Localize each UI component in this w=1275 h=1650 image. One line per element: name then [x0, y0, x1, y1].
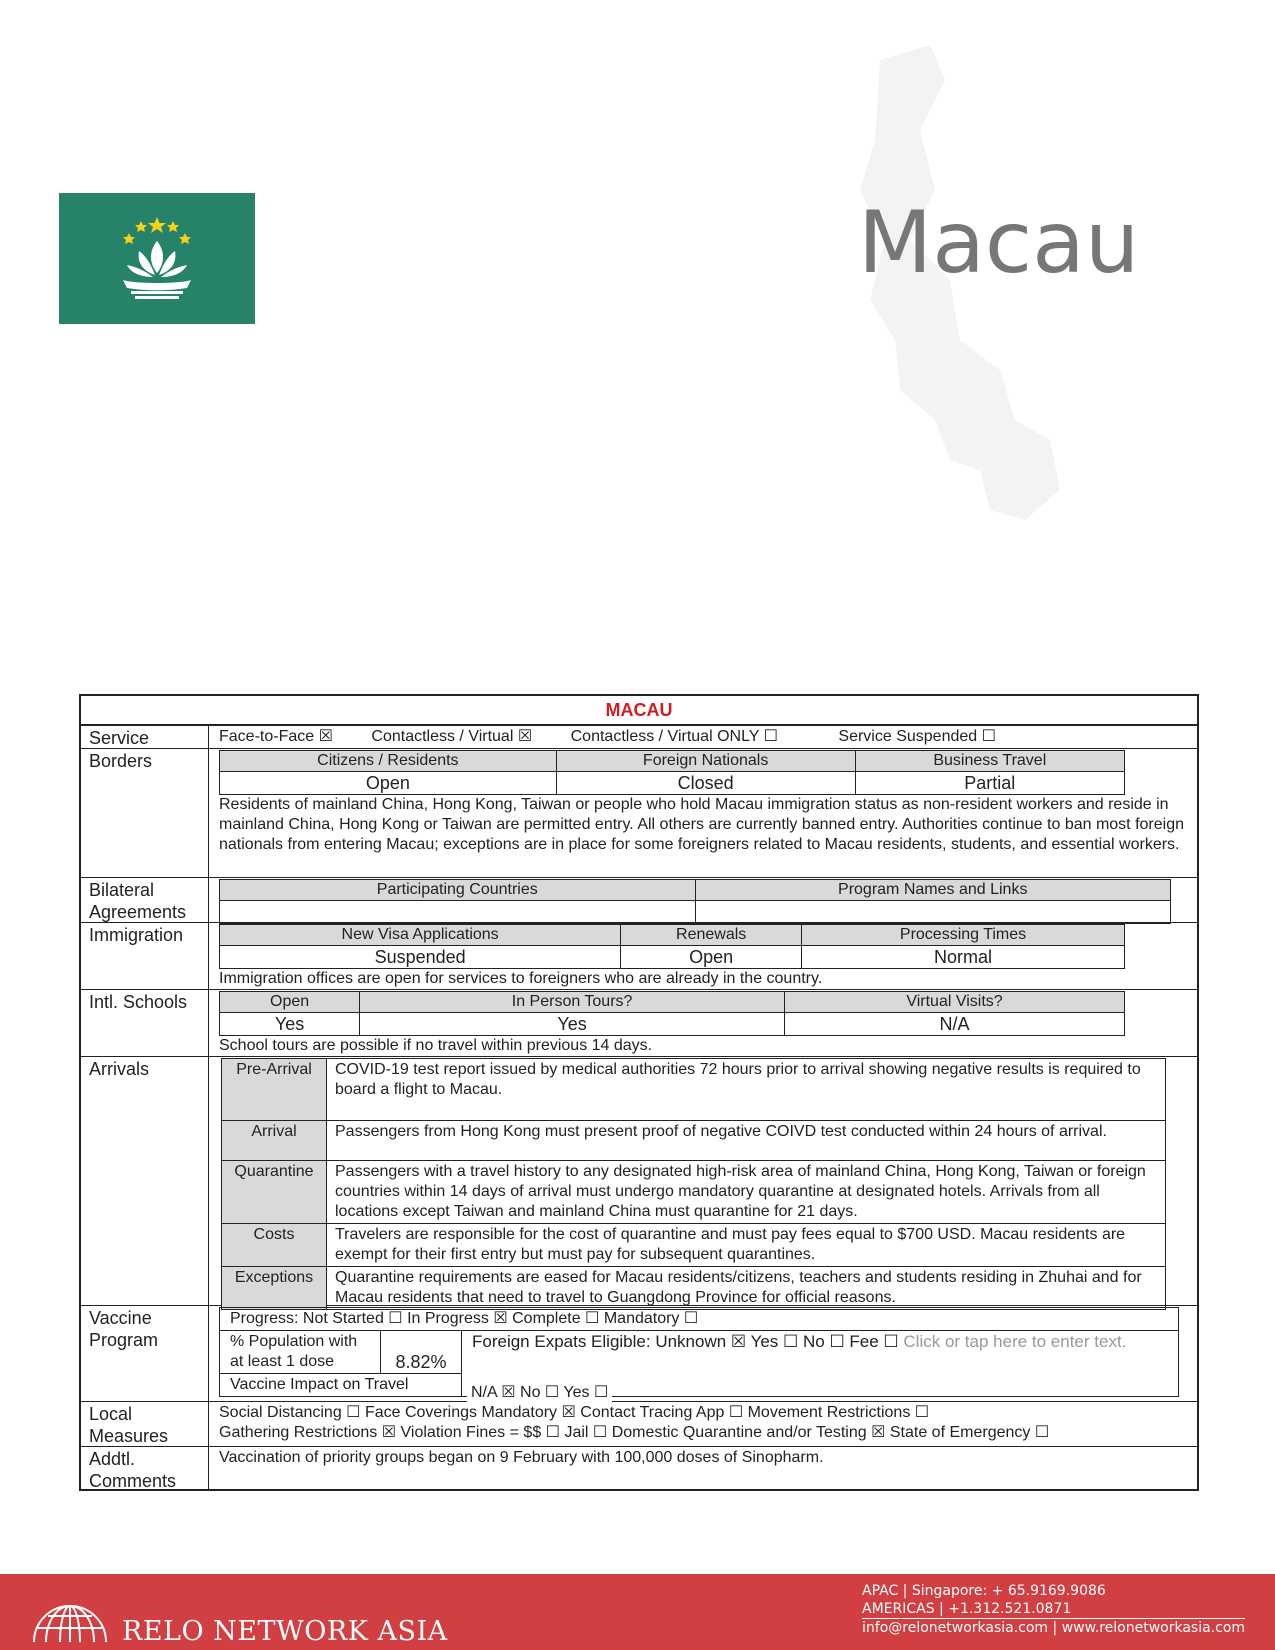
service-contactless-only-checkbox[interactable]: Contactless / Virtual ONLY ☐ [570, 728, 778, 745]
table-header: New Visa Applications [220, 925, 621, 946]
row-borders [81, 749, 1197, 878]
row-comments [81, 1447, 1197, 1490]
row-label: Addtl. Comments [81, 1447, 209, 1490]
comments-text: Vaccination of priority groups began on 9 February with 100,000 doses of Sinopharm. [219, 1449, 824, 1466]
email-web-links[interactable]: info@relonetworkasia.com | www.relonetworkasia.com [862, 1620, 1246, 1636]
row-bilateral [81, 878, 1197, 923]
table-header: Program Names and Links [695, 880, 1171, 901]
bilateral-table [219, 879, 1171, 924]
arrivals-row-label: Pre-Arrival [222, 1059, 327, 1121]
row-label: Vaccine Program [81, 1306, 209, 1401]
table-header: Citizens / Residents [220, 751, 557, 772]
local-measures-line-2[interactable]: Gathering Restrictions ☒ Violation Fines = $$ ☐ Jail ☐ Domestic Quarantine and/or Testing ☒ State of Emergency ☐ [219, 1424, 1050, 1441]
lotus-stars-emblem-icon [59, 193, 255, 324]
americas-phone[interactable]: AMERICAS | +1.312.521.0871 [862, 1601, 1072, 1617]
table-cell: Suspended [220, 946, 621, 969]
immigration-note: Immigration offices are open for services to foreigners who are already in the country. [219, 970, 823, 987]
table-row [222, 1121, 1166, 1161]
arrivals-row-label: Exceptions [222, 1267, 327, 1310]
table-cell: Open [621, 946, 802, 969]
country-title: Macau [858, 193, 1140, 293]
table-header: Business Travel [855, 751, 1124, 772]
population-value: 8.82% [381, 1331, 462, 1374]
row-label: Immigration [81, 923, 209, 989]
table-cell: Yes [220, 1013, 360, 1036]
table-row [222, 1059, 1166, 1121]
row-immigration [81, 923, 1197, 990]
apac-phone[interactable]: APAC | Singapore: + 65.9169.9086 [862, 1583, 1106, 1599]
table-header: Renewals [621, 925, 802, 946]
table-header: Virtual Visits? [785, 992, 1125, 1013]
table-row [222, 1161, 1166, 1224]
schools-note: School tours are possible if no travel within previous 14 days. [219, 1037, 653, 1054]
table-cell: Partial [855, 772, 1124, 795]
expats-eligible-checkboxes[interactable]: Foreign Expats Eligible: Unknown ☒ Yes ☐ No ☐ Fee ☐ [472, 1332, 899, 1351]
table-header: Participating Countries [220, 880, 696, 901]
immigration-table [219, 924, 1125, 969]
population-label: % Population with at least 1 dose [220, 1331, 381, 1374]
row-service [81, 726, 1197, 749]
row-label: Service [81, 726, 209, 748]
table-title: MACAU [81, 696, 1197, 726]
table-cell: N/A [785, 1013, 1125, 1036]
service-contactless-checkbox[interactable]: Contactless / Virtual ☒ [371, 728, 533, 745]
row-label: Intl. Schools [81, 990, 209, 1056]
impact-label: Vaccine Impact on Travel [220, 1374, 462, 1397]
arrivals-row-label: Quarantine [222, 1161, 327, 1224]
borders-status-table [219, 750, 1125, 795]
arrivals-row-text: COVID-19 test report issued by medical authorities 72 hours prior to arrival showing negative results is required to board a flight to Macau. [327, 1059, 1166, 1121]
arrivals-row-text: Quarantine requirements are eased for Macau residents/citizens, teachers and students residing in Zhuhai and for Macau residents that need to travel to Guangdong Province for official reasons. [327, 1267, 1166, 1310]
row-vaccine [81, 1306, 1197, 1402]
table-cell: Normal [802, 946, 1125, 969]
table-row [222, 1224, 1166, 1267]
row-local-measures [81, 1402, 1197, 1447]
table-header: Foreign Nationals [556, 751, 855, 772]
row-label: Arrivals [81, 1057, 209, 1305]
vaccine-table [219, 1307, 1179, 1397]
service-face-to-face-checkbox[interactable]: Face-to-Face ☒ [219, 728, 333, 745]
brand-name: RELO NETWORK ASIA [122, 1616, 448, 1647]
contact-info [862, 1582, 1245, 1637]
vaccine-progress-checkboxes[interactable]: Progress: Not Started ☐ In Progress ☒ Complete ☐ Mandatory ☐ [220, 1308, 1179, 1331]
impact-checkboxes[interactable]: N/A ☒ No ☐ Yes ☐ [467, 1383, 612, 1403]
arrivals-table [221, 1058, 1166, 1310]
table-header: In Person Tours? [360, 992, 785, 1013]
table-cell: Open [220, 772, 557, 795]
borders-note: Residents of mainland China, Hong Kong, Taiwan or people who hold Macau immigration status as non-resident workers and reside in mainland China, Hong Kong or Taiwan are permitted entry. All others are currently banned entry. Authorities continue to ban most foreign nationals from entering Macau; exceptions are in place for some foreigners related to Macau residents, students, and essential workers. [219, 796, 1184, 853]
row-label: Bilateral Agreements [81, 878, 209, 922]
row-label: Local Measures [81, 1402, 209, 1446]
macau-flag [59, 193, 255, 324]
local-measures-line-1[interactable]: Social Distancing ☐ Face Coverings Mandatory ☒ Contact Tracing App ☐ Movement Restrictions ☐ [219, 1404, 930, 1421]
table-cell: Closed [556, 772, 855, 795]
table-header: Processing Times [802, 925, 1125, 946]
program-names-field[interactable] [695, 901, 1171, 924]
expats-text-placeholder[interactable]: Click or tap here to enter text. [903, 1332, 1127, 1351]
arrivals-row-text: Passengers from Hong Kong must present proof of negative COIVD test conducted within 24 hours of arrival. [327, 1121, 1166, 1161]
row-intl-schools [81, 990, 1197, 1057]
participating-countries-field[interactable] [220, 901, 696, 924]
row-arrivals [81, 1057, 1197, 1306]
arrivals-row-text: Travelers are responsible for the cost of quarantine and must pay fees equal to $700 USD. Macau residents are exempt for their first entry but must pay for subsequent quarantines. [327, 1224, 1166, 1267]
arrivals-row-label: Costs [222, 1224, 327, 1267]
row-label: Borders [81, 749, 209, 877]
table-header: Open [220, 992, 360, 1013]
schools-table [219, 991, 1125, 1036]
arrivals-row-label: Arrival [222, 1121, 327, 1161]
arrivals-row-text: Passengers with a travel history to any designated high-risk area of mainland China, Hong Kong, Taiwan or foreign countries within 14 days of arrival must undergo mandatory quarantine at designated hotels. Arrivals from all locations except Taiwan and mainland China must quarantine for 21 days. [327, 1161, 1166, 1224]
footer [0, 1574, 1275, 1650]
covid-info-table [79, 694, 1199, 1491]
table-row [222, 1267, 1166, 1310]
table-cell: Yes [360, 1013, 785, 1036]
service-suspended-checkbox[interactable]: Service Suspended ☐ [838, 728, 996, 745]
globe-logo-icon [28, 1580, 112, 1648]
